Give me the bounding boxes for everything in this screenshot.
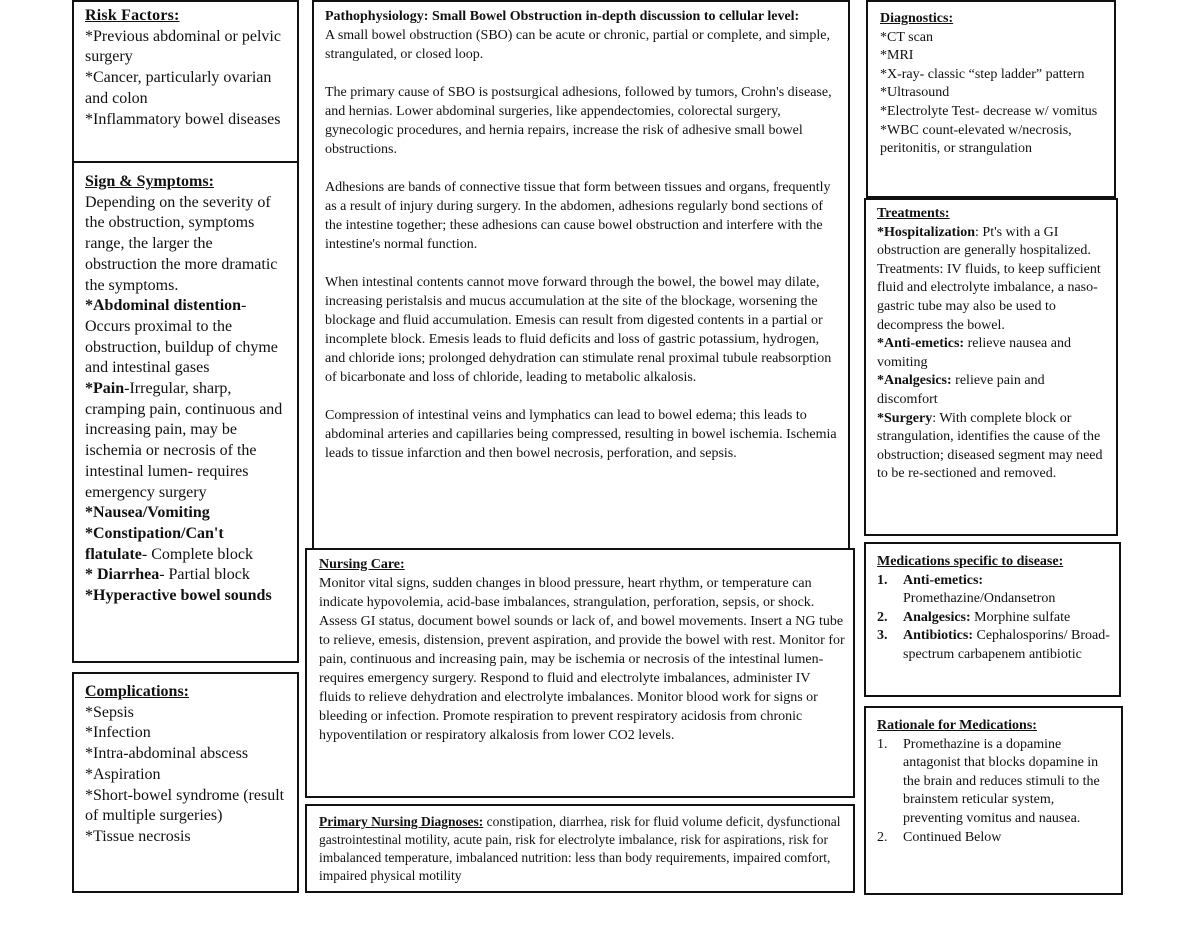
symptom-nausea: *Nausea/Vomiting	[85, 504, 210, 522]
diagnostics-heading: Diagnostics:	[880, 11, 954, 26]
diagnostic-item: *Electrolyte Test- decrease w/ vomitus	[880, 103, 1098, 119]
symptom-pain: *Pain-Irregular, sharp, cramping pain, continuous and increasing pain, may be ischemia or necrosis of the intestinal lumen- requires emergency surgery	[85, 380, 283, 501]
nursing-diagnoses-text: Primary Nursing Diagnoses: constipation, diarrhea, risk for fluid volume deficit, dysfunctional gastrointestinal motility, acute pain, risk for electrolyte imbalance, risk for aspirations, risk for imbalanced temperature, imbalanced nutrition: less than body requirements, impaired comfort, impaired physical motility	[319, 814, 841, 883]
diagnostic-item: *Ultrasound	[880, 85, 950, 101]
risk-factor-item: *Cancer, particularly ovarian and colon	[85, 69, 272, 107]
pathophysiology-heading: Pathophysiology: Small Bowel Obstruction in-depth discussion to cellular level:	[325, 9, 800, 24]
complication-item: *Intra-abdominal abscess	[85, 745, 249, 763]
pathophysiology-paragraph: Compression of intestinal veins and lymphatics can lead to bowel edema; this leads to abdominal arteries and capillaries being compressed, resulting in bowel ischemia. Ischemia leads to tissue infarction and then bowel necrosis, perforation, and sepsis.	[325, 408, 837, 461]
complication-item: *Tissue necrosis	[85, 827, 191, 845]
rationale-box	[864, 706, 1123, 895]
pathophysiology-paragraph: The primary cause of SBO is postsurgical adhesions, followed by tumors, Crohn's disease, and hernias. Lower abdominal surgeries, like appendectomies, colorectal surgery, gynecologic procedures, and hernia repairs, increase the risk of adhesive small bowel obstructions.	[325, 85, 832, 157]
nursing-diagnoses-box	[305, 804, 855, 893]
treatment-hospitalization: *Hospitalization: Pt's with a GI obstruction are generally hospitalized. Treatments: IV fluids, to keep sufficient fluid and electrolyte imbalance, a naso-gastric tube may also be used to decompress the bowel.	[877, 224, 1101, 333]
nursing-care-box	[305, 548, 855, 798]
rationale-list	[877, 736, 1113, 848]
complication-item: *Aspiration	[85, 765, 161, 783]
symptom-diarrhea: * Diarrhea- Partial block	[85, 566, 250, 584]
medication-item: 3. Antibiotics: Cephalosporins/ Broad-spectrum carbapenem antibiotic	[877, 628, 1110, 662]
treatments-box	[864, 198, 1118, 536]
complication-item: *Infection	[85, 724, 151, 742]
diagnostics-box	[866, 0, 1116, 198]
medications-heading: Medications specific to disease:	[877, 554, 1064, 569]
medication-item: 1. Anti-emetics: Promethazine/Ondansetron	[877, 572, 1056, 607]
pathophysiology-paragraph: When intestinal contents cannot move forward through the bowel, the bowel may dilate, increasing peristalsis and mucus accumulation at the site of the blockage, worsening the blockage and fluid accumulation. Emesis can result from digested contents in a partial or incomplete block. Emesis leads to fluid deficits and loss of gastric potassium, hydrogen, and chloride ions; prolonged dehydration can stimulate renal proximal tubule reabsorption of bicarbonate and loss of chloride, leading to metabolic alkalosis.	[325, 275, 832, 385]
pathophysiology-box	[312, 0, 850, 550]
signs-symptoms-heading: Sign & Symptoms:	[85, 173, 214, 190]
risk-factor-item: *Previous abdominal or pelvic surgery	[85, 27, 281, 66]
medication-item: 2. Analgesics: Morphine sulfate	[877, 609, 1071, 625]
nursing-care-heading: Nursing Care:	[319, 557, 405, 572]
complication-item: *Short-bowel syndrome (result of multiple surgeries)	[85, 786, 285, 825]
rationale-heading: Rationale for Medications:	[877, 718, 1037, 733]
nursing-care-text: Monitor vital signs, sudden changes in blood pressure, heart rhythm, or temperature can indicate hypovolemia, acid-base imbalances, strangulation, perforation, sepsis, or shock. Assess GI status, document bowel sounds or lack of, and bowel movements. Insert a NG tube to relieve, emesis, distension, prevent aspiration, and provide the bowel with rest. Monitor for pain, continuous and increasing pain, may be ischemia or necrosis of the intestinal lumen- requires emergency surgery. Respond to fluid and electrolyte imbalances, administer IV fluids to relieve dehydration and electrolyte imbalances. Monitor blood work for signs or bleeding or infection. Promote respiration to prevent respiratory acidosis from chronic hypoventilation or respiratory alkalosis from lower CO2 levels.	[319, 576, 845, 743]
diagnostic-item: *MRI	[880, 48, 914, 64]
nursing-diagnoses-heading: Primary Nursing Diagnoses:	[319, 814, 484, 829]
treatment-surgery: *Surgery: With complete block or strangulation, identifies the cause of the obstruction; diseased segment may need to be re-sectioned and removed.	[877, 410, 1103, 482]
treatment-analgesics: *Analgesics: relieve pain and discomfort	[877, 373, 1045, 407]
pathophysiology-paragraph: Adhesions are bands of connective tissue that form between tissues and organs, frequently as a result of injury during surgery. In the abdomen, adhesions regularly bond sections of the intestine together; these adhesions can cause bowel obstruction and interfere with the intestine's normal function.	[325, 180, 831, 252]
rationale-item: 1. Promethazine is a dopamine antagonist that blocks dopamine in the brain and reduces stimuli to the brainstem reticular system, preventing vomitus and nausea.	[877, 736, 1100, 826]
pathophysiology-paragraph: A small bowel obstruction (SBO) can be acute or chronic, partial or complete, and simple, strangulated, or closed loop.	[325, 28, 831, 62]
diagnostic-item: *CT scan	[880, 29, 934, 45]
rationale-item: 2. Continued Below	[877, 829, 1002, 845]
diagnostic-item: *WBC count-elevated w/necrosis, peritonitis, or strangulation	[880, 122, 1072, 157]
complications-box	[72, 672, 299, 893]
symptom-bowel-sounds: *Hyperactive bowel sounds	[85, 587, 272, 605]
diagnostic-item: *X-ray- classic “step ladder” pattern	[880, 66, 1085, 82]
symptom-constipation: *Constipation/Can't flatulate- Complete block	[85, 524, 253, 563]
medications-box	[864, 542, 1121, 697]
complication-item: *Sepsis	[85, 703, 134, 721]
risk-factors-heading: Risk Factors:	[85, 7, 180, 24]
risk-factor-item: *Inflammatory bowel diseases	[85, 110, 281, 128]
signs-symptoms-box	[72, 161, 299, 663]
risk-factors-box	[72, 0, 299, 163]
complications-heading: Complications:	[85, 683, 189, 700]
symptom-abdominal-distention: *Abdominal distention- Occurs proximal to the obstruction, buildup of chyme and intestinal gases	[85, 297, 278, 377]
medications-list	[877, 572, 1111, 665]
treatment-antiemetics: *Anti-emetics: relieve nausea and vomiting	[877, 336, 1071, 370]
signs-symptoms-intro: Depending on the severity of the obstruction, symptoms range, the larger the obstruction the more dramatic the symptoms.	[85, 193, 278, 294]
treatments-heading: Treatments:	[877, 206, 950, 221]
